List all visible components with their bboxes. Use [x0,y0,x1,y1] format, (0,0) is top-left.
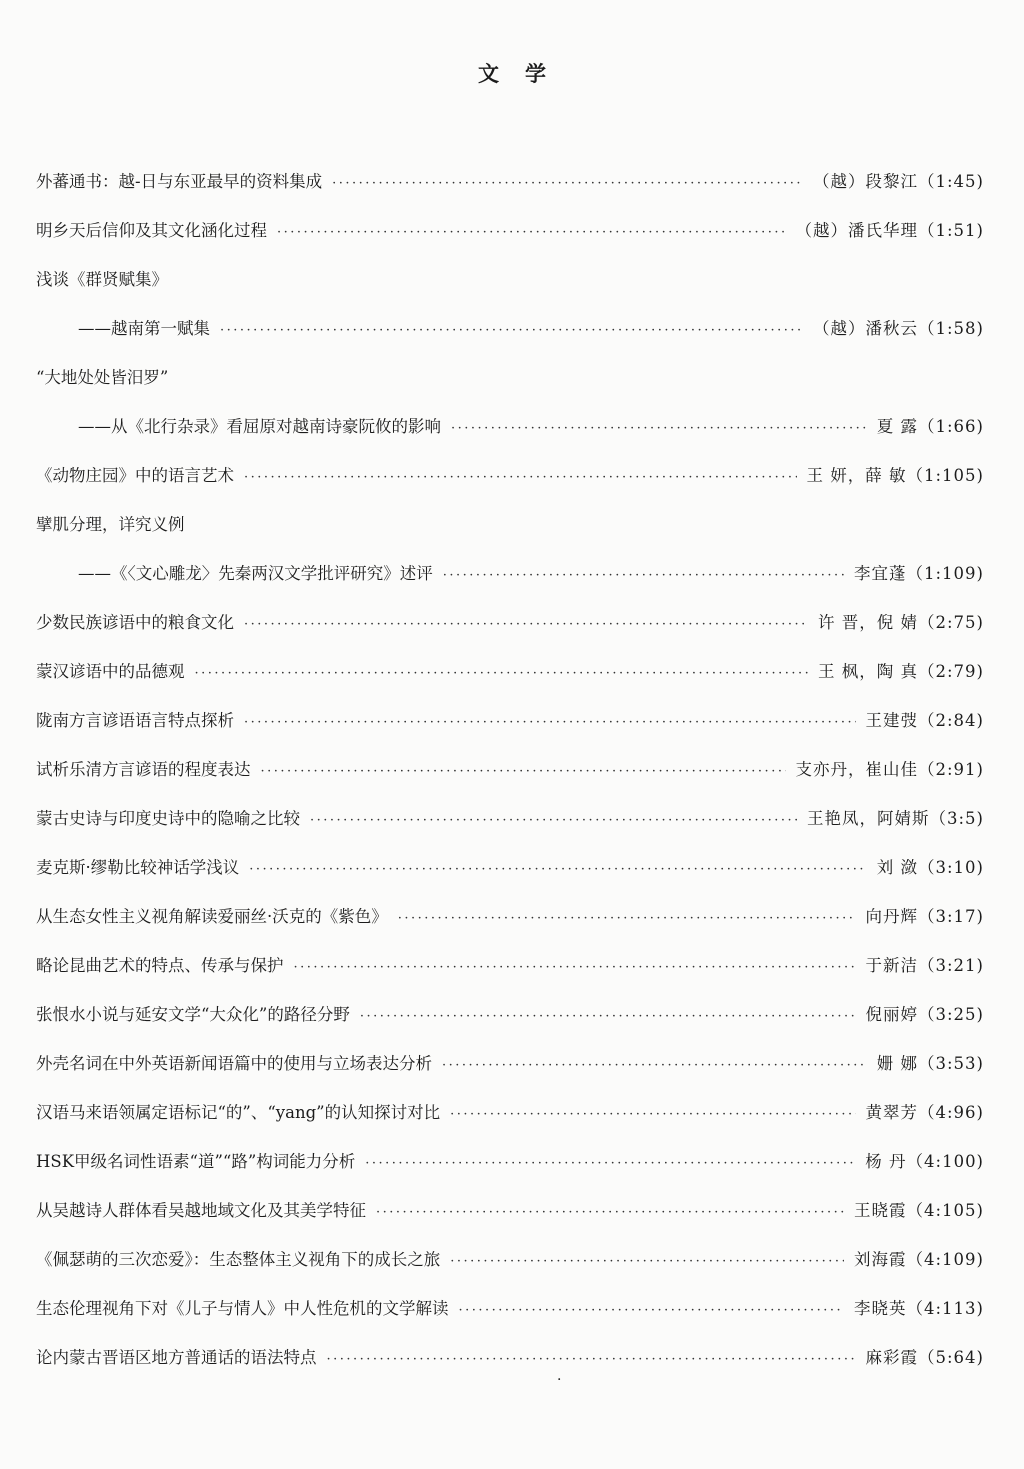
page-mark: · [557,1372,562,1388]
toc-entry [36,168,984,217]
dot-leader [195,660,809,688]
entry-author: 黄翠芳（4:96) [865,1103,984,1122]
toc-entry [36,462,984,511]
dot-leader [249,856,867,884]
entry-author: 许 晋，倪 婧（2:75) [818,613,984,632]
entry-author: （越）段黎江（1:45) [813,172,984,191]
toc-entry [36,1050,984,1099]
toc-entry [36,903,984,952]
entry-author: 杨 丹（4:100) [865,1152,984,1171]
entry-title: 试析乐清方言谚语的程度表达 [36,760,251,779]
toc-entry [36,1148,984,1197]
dot-leader [450,1101,855,1129]
entry-author: 王 妍，薛 敏（1:105) [806,466,984,485]
toc-entry [36,854,984,903]
toc-entry [36,1001,984,1050]
entry-author: 李宜蓬（1:109) [854,564,984,583]
entry-author: 刘海霞（4:109) [854,1250,984,1269]
dot-leader [332,170,803,198]
entry-title: 麦克斯·缪勒比较神话学浅议 [36,858,240,877]
entry-title: 《佩瑟萌的三次恋爱》：生态整体主义视角下的成长之旅 [36,1250,441,1269]
entry-title: “大地处处皆汨罗” [36,368,169,387]
toc-entry [36,756,984,805]
entry-title: 生态伦理视角下对《儿子与情人》中人性危机的文学解读 [36,1299,449,1318]
dot-leader [277,219,786,247]
entry-title: 浅谈《群贤赋集》 [36,270,168,289]
entry-title: HSK甲级名词性语素“道”“路”构词能力分析 [36,1152,356,1171]
toc-entry [36,609,984,658]
toc-entry [36,1344,984,1393]
toc-entry [36,707,984,756]
toc-entry-heading [36,266,984,315]
entry-author: （越）潘氏华理（1:51) [795,221,984,240]
toc-entry [36,315,984,364]
entry-title: 外蕃通书：越-日与东亚最早的资料集成 [36,172,323,191]
toc-entry-heading [36,364,984,413]
dot-leader [398,905,856,933]
page-title: 文学 [478,62,572,86]
toc-entry [36,217,984,266]
dot-leader [244,709,856,737]
entry-title: 从吴越诗人群体看吴越地域文化及其美学特征 [36,1201,366,1220]
dot-leader [360,1003,856,1031]
dot-leader [443,562,844,590]
dot-leader [450,1248,844,1276]
entry-title: 明乡天后信仰及其文化涵化过程 [36,221,267,240]
dot-leader [459,1297,845,1325]
toc-entry [36,805,984,854]
entry-title: 外壳名词在中外英语新闻语篇中的使用与立场表达分析 [36,1054,432,1073]
entry-author: 李晓英（4:113) [854,1299,984,1318]
entry-author: 王 枫，陶 真（2:79) [818,662,984,681]
entry-title: 蒙古史诗与印度史诗中的隐喻之比较 [36,809,300,828]
toc-entry-heading [36,511,984,560]
entry-author: 于新洁（3:21) [865,956,984,975]
dot-leader [244,464,797,492]
entry-author: 夏 露（1:66) [876,417,984,436]
entry-subtitle: ——越南第一赋集 [78,319,210,338]
entry-title: 蒙汉谚语中的品德观 [36,662,185,681]
dot-leader [327,1346,856,1374]
dot-leader [220,317,803,345]
entry-author: 姗 娜（3:53) [876,1054,984,1073]
toc-entry [36,1295,984,1344]
table-of-contents [36,168,984,1393]
dot-leader [442,1052,867,1080]
toc-entry [36,1246,984,1295]
entry-title: 汉语马来语领属定语标记“的”、“yang”的认知探讨对比 [36,1103,441,1122]
entry-author: 王建弢（2:84) [865,711,984,730]
entry-author: （越）潘秋云（1:58) [813,319,984,338]
entry-author: 麻彩霞（5:64) [865,1348,984,1367]
dot-leader [365,1150,855,1178]
entry-title: 从生态女性主义视角解读爱丽丝·沃克的《紫色》 [36,907,388,926]
entry-author: 支亦丹，崔山佳（2:91) [795,760,984,779]
toc-entry [36,1099,984,1148]
entry-author: 王艳凤，阿婧斯（3:5) [807,809,984,828]
entry-author: 王晓霞（4:105) [854,1201,984,1220]
toc-entry [36,952,984,1001]
entry-title: 张恨水小说与延安文学“大众化”的路径分野 [36,1005,350,1024]
dot-leader [244,611,808,639]
entry-title: 陇南方言谚语语言特点探析 [36,711,234,730]
dot-leader [310,807,797,835]
entry-title: 略论昆曲艺术的特点、传承与保护 [36,956,284,975]
entry-subtitle: ——从《北行杂录》看屈原对越南诗豪阮攸的影响 [78,417,441,436]
entry-subtitle: ——《〈文心雕龙〉先秦两汉文学批评研究》述评 [78,564,433,583]
entry-author: 倪丽婷（3:25) [865,1005,984,1024]
toc-entry [36,413,984,462]
dot-leader [294,954,856,982]
entry-title: 擘肌分理，详究义例 [36,515,185,534]
toc-entry [36,658,984,707]
entry-author: 刘 潋（3:10) [876,858,984,877]
toc-entry [36,1197,984,1246]
dot-leader [451,415,867,443]
dot-leader [261,758,786,786]
toc-entry [36,560,984,609]
dot-leader [376,1199,844,1227]
entry-title: 论内蒙古晋语区地方普通话的语法特点 [36,1348,317,1367]
entry-author: 向丹辉（3:17) [865,907,984,926]
entry-title: 《动物庄园》中的语言艺术 [36,466,234,485]
entry-title: 少数民族谚语中的粮食文化 [36,613,234,632]
